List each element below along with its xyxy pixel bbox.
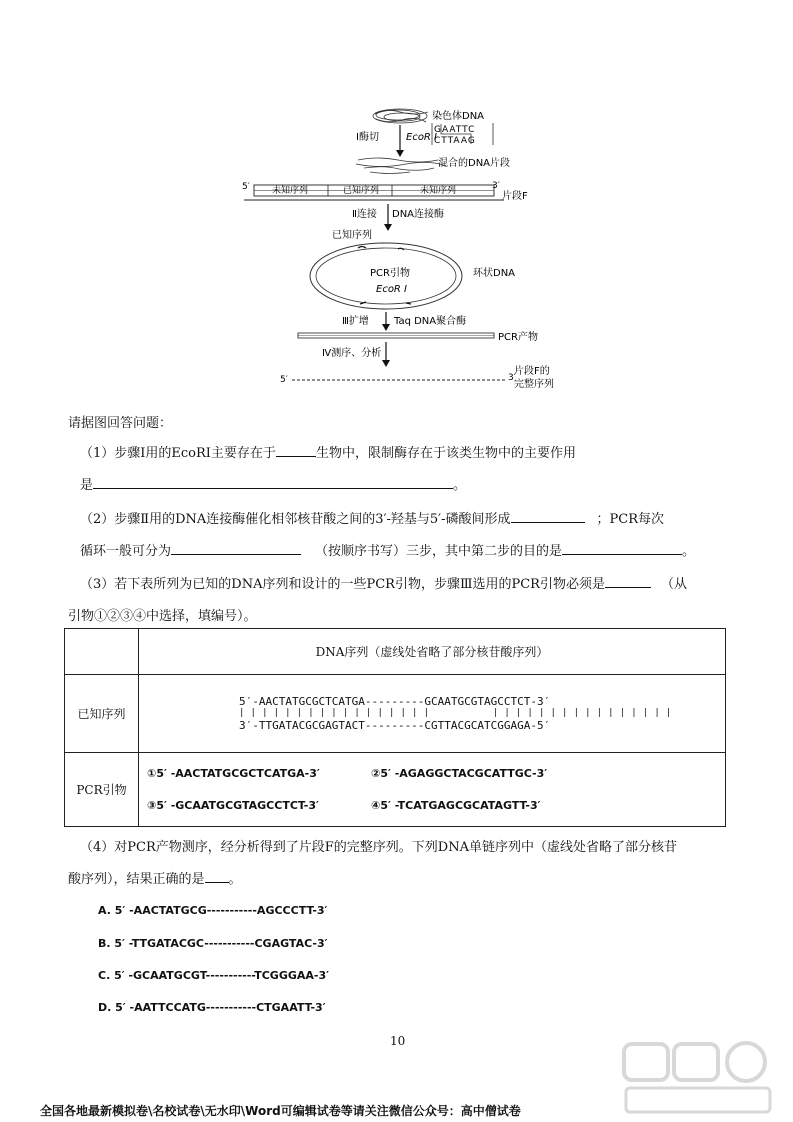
- q1-part-b: 生物中，限制酶存在于该类生物中的主要作用: [315, 446, 576, 461]
- step3-label: Ⅲ扩增: [342, 316, 369, 327]
- q2-line2: [80, 540, 695, 559]
- q2-part-c: 循环一般可分为: [80, 544, 172, 559]
- ring-label: 环状DNA: [473, 268, 516, 279]
- q1-part-a: （1）步骤Ⅰ用的EcoRⅠ主要存在于: [80, 446, 276, 461]
- frag-5: 5′: [242, 182, 250, 192]
- top-strand: 5′-AACTATGCGCTCATGA---------GCAATGCGTAGCCTCT-3′: [239, 695, 551, 708]
- q2-part-b: ；PCR每次: [596, 512, 665, 527]
- q1-blank-1[interactable]: [276, 443, 316, 457]
- q3-blank[interactable]: [605, 574, 651, 588]
- q1-blank-2[interactable]: [93, 475, 453, 489]
- option-b[interactable]: B. 5′ -TTGATACGC-----------CGAGTAC-3′: [98, 937, 328, 950]
- q4-part-c: 。: [228, 872, 242, 887]
- page-number: 10: [390, 1034, 406, 1048]
- step1-label: Ⅰ酶切: [356, 132, 379, 143]
- watermark-logo: [618, 1038, 778, 1118]
- bottom-strand: 3′-TTGATACGCGAGTACT---------CGTTACGCATCGGAGA-5′: [239, 719, 551, 732]
- q2-blank-3[interactable]: [562, 541, 682, 555]
- q1-line1: [80, 442, 576, 461]
- site-bottom-seq: CTTAAG: [434, 136, 476, 146]
- final-5: 5′: [280, 375, 288, 385]
- q2-part-d: （按顺序书写）三步，其中第二步的目的是: [315, 544, 563, 559]
- frag-3: 3′: [492, 181, 500, 191]
- primer-1: ①5′ -AACTATGCGCTCATGA-3′: [147, 766, 320, 780]
- ring-site-label: EcoR Ⅰ: [376, 284, 408, 295]
- footer-text: 全国各地最新模拟卷\名校试卷\无水印\Word可编辑试卷等请关注微信公众号：高中僧试卷: [40, 1104, 521, 1118]
- q3-line1: [80, 573, 687, 592]
- bond-lines: | | | | | | | | | | | | | | | | | | | | | | | | | | | | | | | | |: [239, 708, 672, 718]
- pcr-flow-diagram: [230, 100, 560, 400]
- enzyme3-label: Taq DNA聚合酶: [394, 316, 467, 327]
- q2-blank-1[interactable]: [511, 509, 585, 523]
- enzyme1-label: EcoR Ⅰ: [406, 132, 438, 143]
- q3-line2: 引物①②③④中选择，填编号）。: [68, 609, 257, 624]
- frag-seg3: 未知序列: [420, 186, 457, 196]
- option-a[interactable]: A. 5′ -AACTATGCG-----------AGCCCTT-3′: [98, 904, 328, 917]
- q4-part-b: 酸序列），结果正确的是: [68, 872, 205, 887]
- table-header: DNA序列（虚线处省略了部分核苷酸序列）: [139, 629, 726, 675]
- step2-label: Ⅱ连接: [352, 209, 377, 220]
- mixed-label: 混合的DNA片段: [438, 158, 511, 169]
- option-d[interactable]: D. 5′ -AATTCCATG-----------CTGAATT-3′: [98, 1001, 326, 1014]
- primer-label: PCR引物: [370, 268, 410, 279]
- chromosome-label: 染色体DNA: [432, 111, 485, 122]
- frag-seg1: 未知序列: [272, 186, 309, 196]
- q2-line1: [80, 508, 664, 527]
- known-seq-cell: [139, 675, 726, 753]
- q1-part-c: 是: [80, 478, 94, 493]
- q1-part-d: 。: [453, 478, 467, 493]
- primers-cell: [139, 753, 726, 827]
- table-corner: [65, 629, 139, 675]
- site-top-seq: GAATTC: [434, 125, 476, 135]
- q4-line2: [68, 868, 242, 887]
- frag-label: 片段F: [502, 191, 528, 202]
- q2-part-a: （2）步骤Ⅱ用的DNA连接酶催化相邻核苷酸之间的3′-羟基与5′-磷酸间形成: [80, 512, 511, 527]
- chromosome-tangle-icon: [373, 109, 428, 123]
- logo-icon: [618, 1038, 778, 1118]
- dna-table: [64, 628, 726, 827]
- row2-label: PCR引物: [65, 753, 139, 827]
- option-c[interactable]: C. 5′ -GCAATGCGT-----------TCGGGAA-3′: [98, 969, 330, 982]
- q4-line1: （4）对PCR产物测序，经分析得到了片段F的完整序列。下列DNA单链序列中（虚线处省略了部分核苷: [80, 840, 677, 855]
- frag-seg2: 已知序列: [343, 186, 380, 196]
- row1-label: 已知序列: [65, 675, 139, 753]
- primer-4: ④5′ -TCATGAGCGCATAGTT-3′: [371, 798, 541, 812]
- final-label-2: 完整序列: [514, 379, 554, 390]
- q1-line2: [80, 474, 466, 493]
- known-label: 已知序列: [332, 230, 372, 241]
- q2-part-e: 。: [682, 544, 696, 559]
- final-3: 3′: [508, 373, 516, 383]
- enzyme2-label: DNA连接酶: [392, 209, 445, 220]
- q3-part-a: （3）若下表所列为已知的DNA序列和设计的一些PCR引物，步骤Ⅲ选用的PCR引物必须是: [80, 577, 605, 592]
- q3-part-b: （从: [660, 577, 687, 592]
- primer-2: ②5′ -AGAGGCTACGCATTGC-3′: [371, 766, 548, 780]
- step4-label: Ⅳ测序、分析: [322, 348, 382, 359]
- q4-blank[interactable]: [205, 869, 229, 883]
- final-label-1: 片段F的: [514, 366, 550, 377]
- intro-text: 请据图回答问题：: [68, 416, 173, 431]
- mixed-fragments-icon: [356, 158, 446, 174]
- q2-blank-2[interactable]: [171, 541, 301, 555]
- primer-3: ③5′ -GCAATGCGTAGCCTCT-3′: [147, 798, 319, 812]
- pcr-product-label: PCR产物: [498, 332, 538, 343]
